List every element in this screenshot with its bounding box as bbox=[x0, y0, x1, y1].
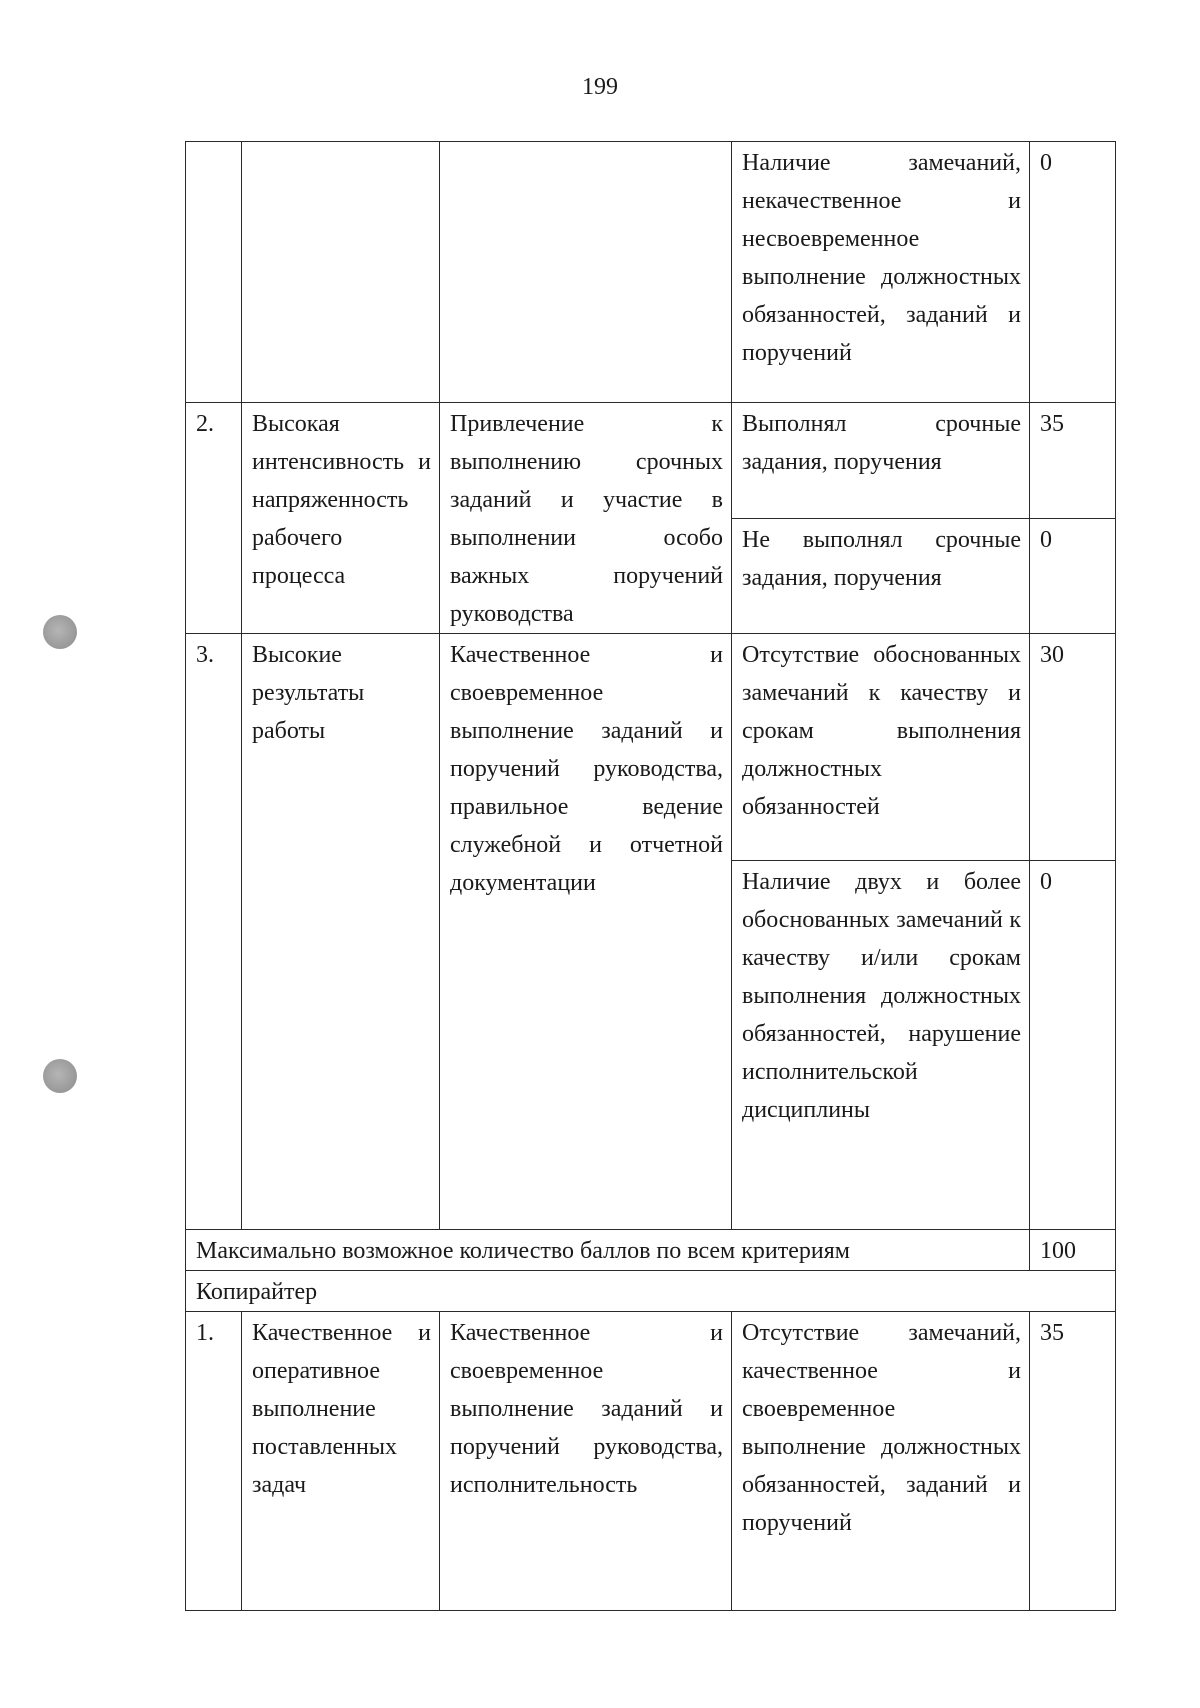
condition-cell: Наличие замечаний, некачественное и несвоевременное выполнение должностных обязанностей, заданий и поручений bbox=[732, 142, 1030, 403]
table-row bbox=[186, 1312, 1116, 1611]
description-cell: Качественное и своевременное выполнение заданий и поручений руководства, исполнительность bbox=[440, 1312, 732, 1611]
max-total-label: Максимально возможное количество баллов по всем критериям bbox=[186, 1230, 1030, 1271]
score-cell: 0 bbox=[1030, 861, 1116, 1230]
table-row bbox=[186, 1230, 1116, 1271]
score-cell: 0 bbox=[1030, 518, 1116, 634]
row-number bbox=[186, 142, 242, 403]
page-number: 199 bbox=[582, 74, 618, 100]
table-row bbox=[186, 142, 1116, 403]
punch-hole-lower bbox=[43, 1059, 77, 1093]
condition-cell: Отсутствие обоснованных замечаний к качеству и срокам выполнения должностных обязанностей bbox=[732, 634, 1030, 861]
criteria-table bbox=[185, 141, 1116, 1611]
description-cell: Качественное и своевременное выполнение заданий и поручений руководства, правильное ведение служебной и отчетной документации bbox=[440, 634, 732, 1230]
score-cell: 30 bbox=[1030, 634, 1116, 861]
score-cell: 35 bbox=[1030, 403, 1116, 519]
condition-cell: Наличие двух и более обоснованных замечаний к качеству и/или срокам выполнения должностных обязанностей, нарушение исполнительской дисциплины bbox=[732, 861, 1030, 1230]
criterion-cell bbox=[242, 142, 440, 403]
row-number: 3. bbox=[186, 634, 242, 1230]
condition-cell: Отсутствие замечаний, качественное и своевременное выполнение должностных обязанностей, заданий и поручений bbox=[732, 1312, 1030, 1611]
section-title: Копирайтер bbox=[186, 1271, 1116, 1312]
condition-cell: Не выполнял срочные задания, поручения bbox=[732, 518, 1030, 634]
row-number: 2. bbox=[186, 403, 242, 634]
score-cell: 35 bbox=[1030, 1312, 1116, 1611]
row-number: 1. bbox=[186, 1312, 242, 1611]
table-row bbox=[186, 403, 1116, 519]
table-row bbox=[186, 634, 1116, 861]
max-total-score: 100 bbox=[1030, 1230, 1116, 1271]
description-cell bbox=[440, 142, 732, 403]
description-cell: Привлечение к выполнению срочных заданий и участие в выполнении особо важных поручений руководства bbox=[440, 403, 732, 634]
punch-hole-upper bbox=[43, 615, 77, 649]
condition-cell: Выполнял срочные задания, поручения bbox=[732, 403, 1030, 519]
criterion-cell: Высокая интенсивность и напряженность рабочего процесса bbox=[242, 403, 440, 634]
criterion-cell: Высокие результаты работы bbox=[242, 634, 440, 1230]
table-row bbox=[186, 1271, 1116, 1312]
score-cell: 0 bbox=[1030, 142, 1116, 403]
criterion-cell: Качественное и оперативное выполнение поставленных задач bbox=[242, 1312, 440, 1611]
